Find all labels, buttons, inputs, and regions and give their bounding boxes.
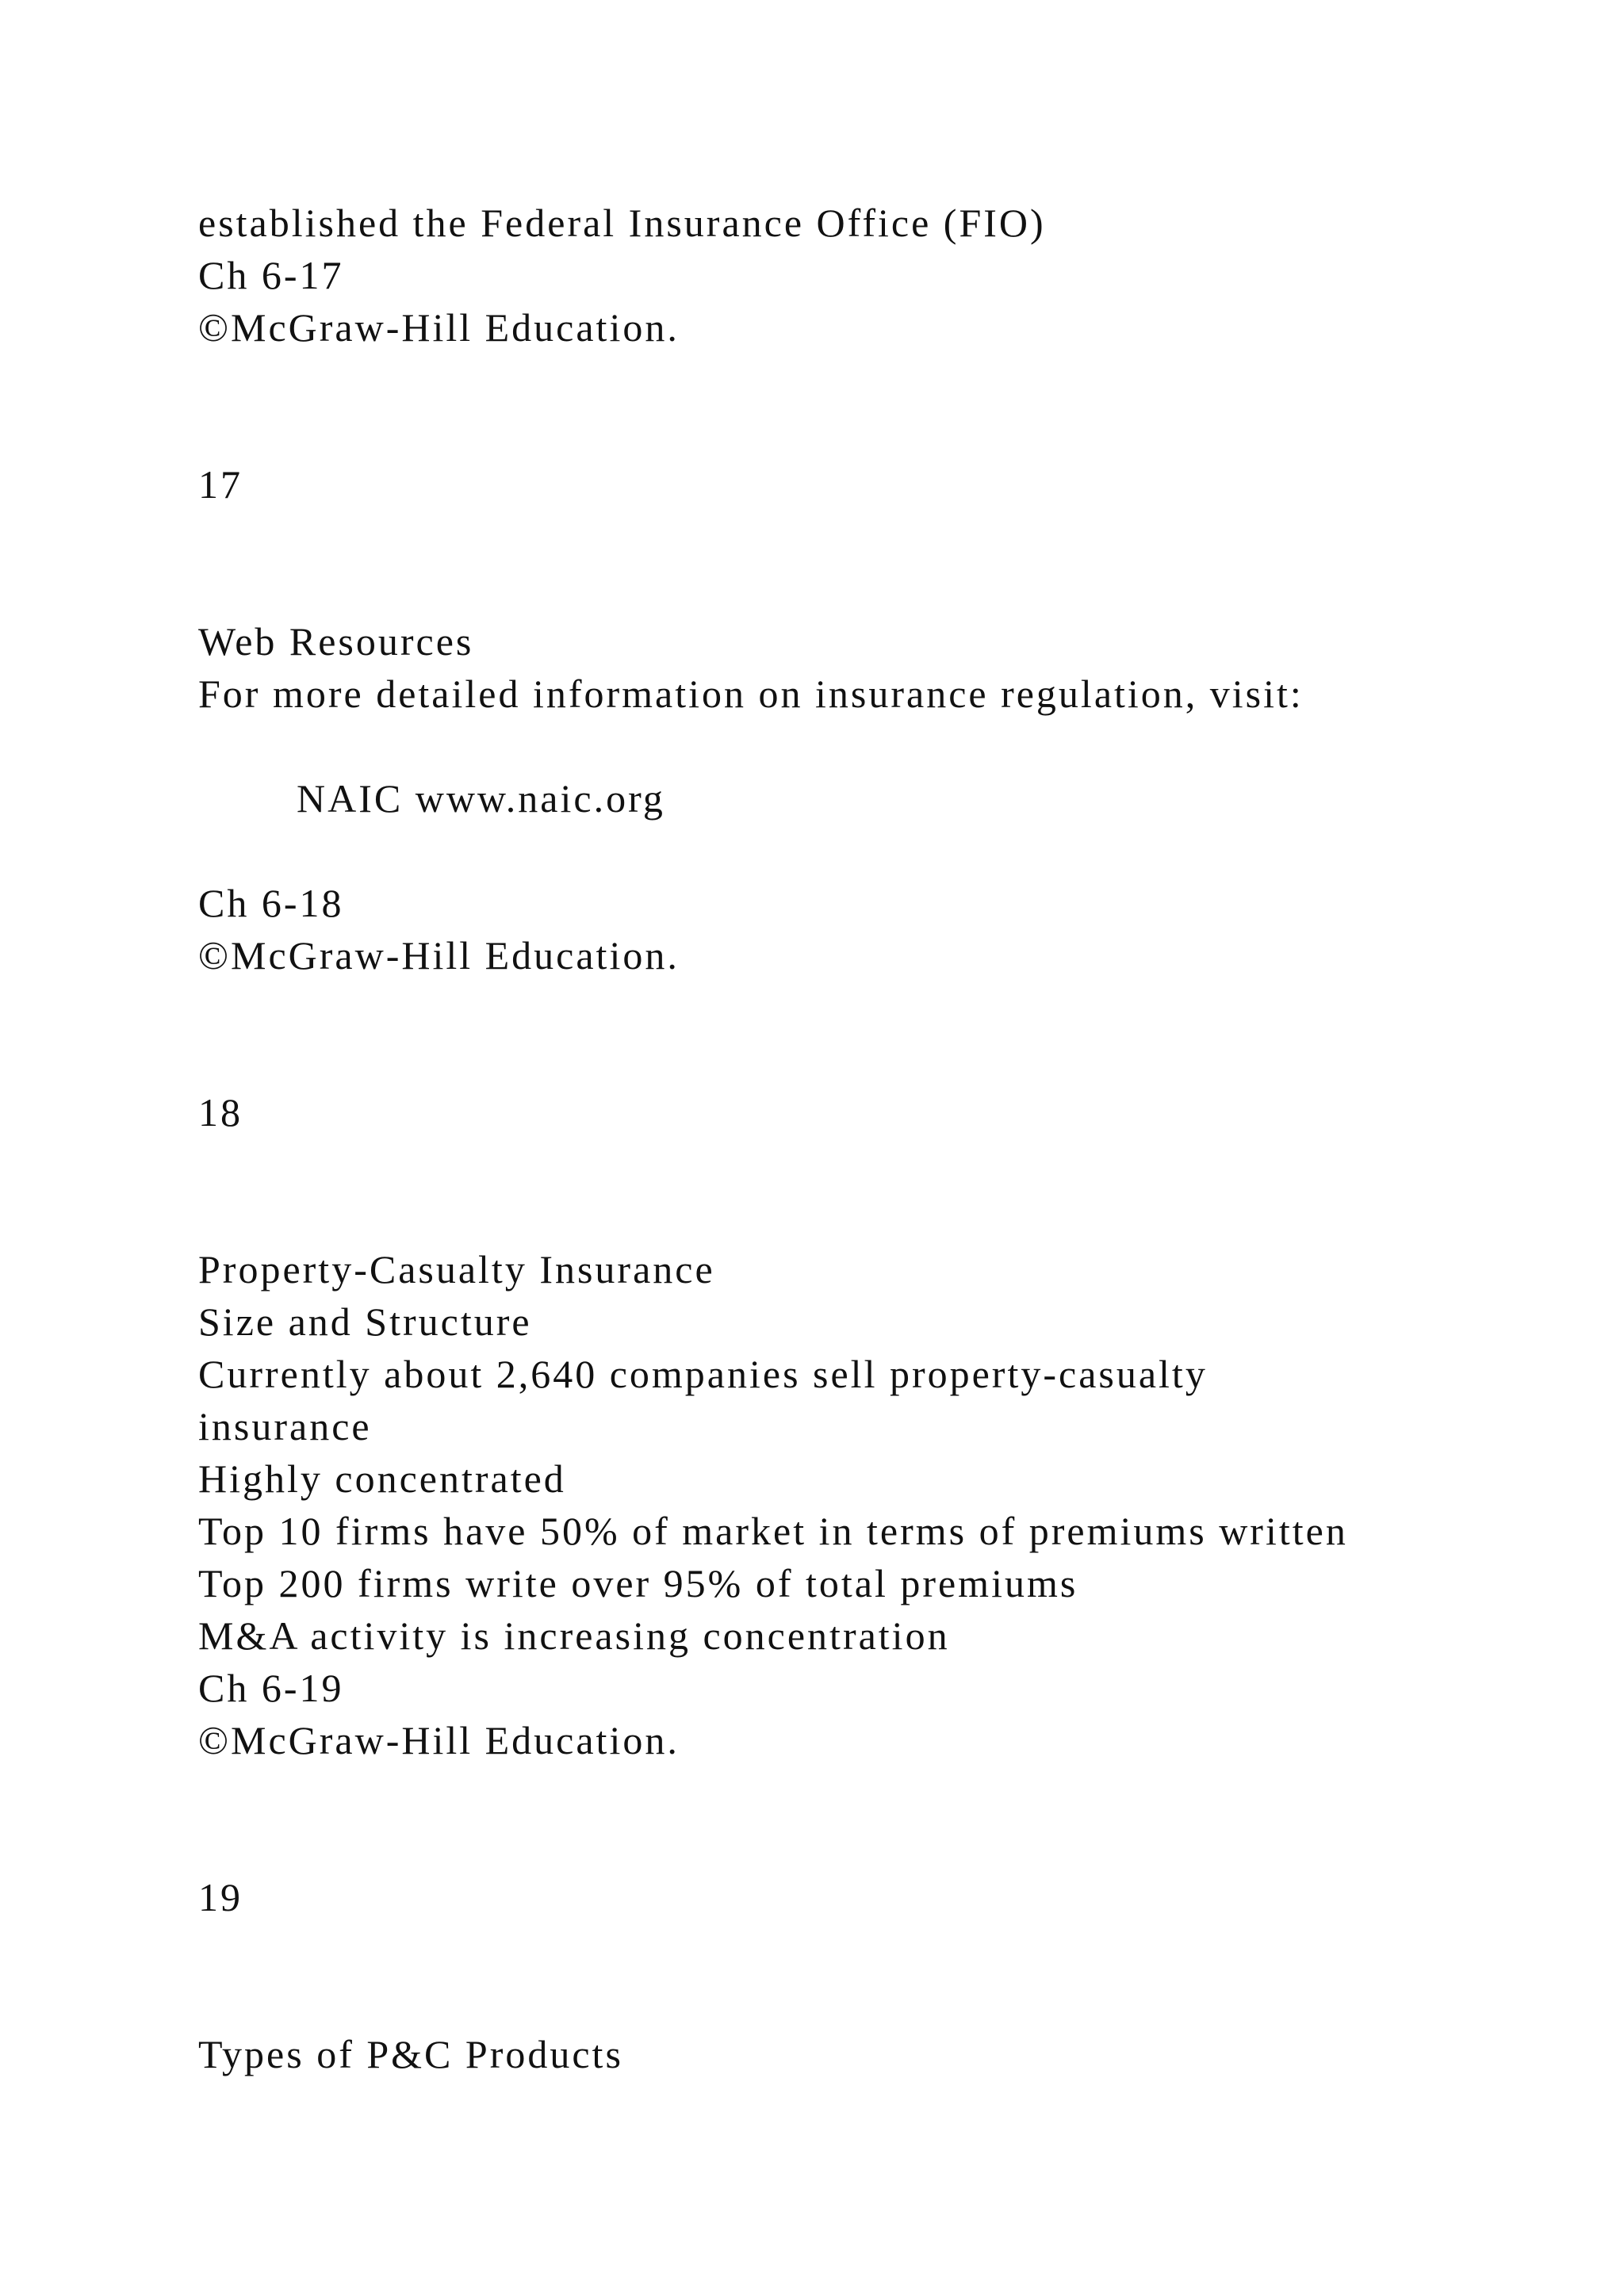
slide-number: 18 (198, 1090, 243, 1135)
copyright-notice: ©McGraw-Hill Education. (198, 305, 680, 350)
copyright-notice: ©McGraw-Hill Education. (198, 1718, 680, 1762)
copyright-notice: ©McGraw-Hill Education. (198, 933, 680, 978)
slide-ref: Ch 6-19 (198, 1666, 344, 1710)
body-line: Currently about 2,640 companies sell property-casualty (198, 1352, 1208, 1396)
section-title: Types of P&C Products (198, 2032, 623, 2076)
section-title: Property-Casualty Insurance (198, 1247, 715, 1292)
section-title: Web Resources (198, 619, 474, 664)
naic-resource: NAIC www.naic.org (297, 776, 665, 821)
web-resources-intro: For more detailed information on insurance regulation, visit: (198, 672, 1304, 716)
body-line: insurance (198, 1404, 372, 1448)
body-line: Top 200 firms write over 95% of total premiums (198, 1561, 1078, 1605)
body-line: Highly concentrated (198, 1456, 566, 1501)
body-line: M&A activity is increasing concentration (198, 1613, 950, 1658)
body-line: Top 10 firms have 50% of market in terms of premiums written (198, 1509, 1348, 1553)
fio-text: established the Federal Insurance Office (FIO) (198, 201, 1046, 245)
section-subtitle: Size and Structure (198, 1299, 532, 1344)
slide-ref: Ch 6-18 (198, 881, 344, 925)
slide-ref: Ch 6-17 (198, 253, 344, 297)
slide-number: 19 (198, 1875, 243, 1919)
slide-number: 17 (198, 462, 243, 507)
